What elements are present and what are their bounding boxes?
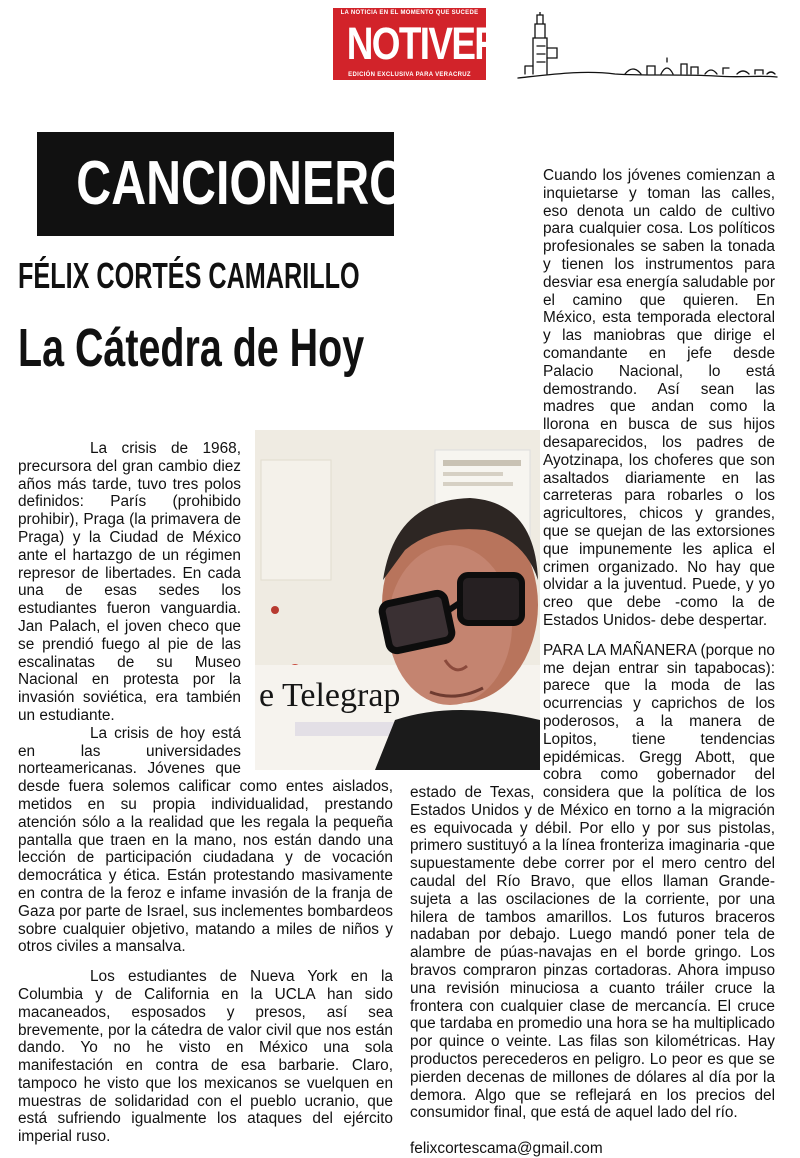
author-email: felixcortescama@gmail.com [410,1140,603,1158]
newspaper-masthead-text: e Telegrap [259,677,401,714]
author-name: FÉLIX CORTÉS CAMARILLO [18,255,360,296]
paragraph: Cuando los jóvenes comienzan a inquietarse y toman las calles, eso denota un caldo de cultivo para cualquier cosa. Los políticos profesionales se saben la tonada y tienen los instrumentos para desviar esa energía saludable por el camino que quieren. En México, esta temporada electoral y las maniobras que dirige el comandante en jefe desde Palacio Nacional, lo está demostrando. Así sean las madres que andan como la llorona en busca de sus hijos desaparecidos, los padres de Ayotzinapa, los choferes que son asaltados diariamente en las carreteras para robarles o los agricultores, chicos y grandes, que se quejan de las extorsiones que impunemente les aplica el crimen organizado. No hay que olvidar a la juventud. Puede, y yo creo que debe -como la de Estados Unidos- debe despertar. [543,167,775,629]
author-portrait-illustration [255,430,540,770]
paragraph: La crisis de hoy está en las universidades norteamericanas. Jóvenes que desde fuera solemos calificar como entes aislados, metidos en su propia individualidad, prestando atención sólo a la realidad que les regala la pequeña pantalla que traen en la mano, nos están dando una lección de participación ciudadana y de vocación democrática y ética. Están protestando masivamente en contra de la feroz e infame invasión de la franja de Gaza por parte de Israel, sus inclementes bombardeos sobre cualquier objetivo, matando a miles de niños y otros civiles a mansalva. [18,724,393,956]
logo-tagline: LA NOTICIA EN EL MOMENTO QUE SUCEDE [340,10,479,16]
paragraph: Los estudiantes de Nueva York en la Columbia y de California en la UCLA han sido macaneados, esposados y presos, así sea brevemente, por la cátedra de valor civil que nos están dando. Yo no he visto en México una sola manifestación en contra de esa barbarie. Claro, tampoco he visto que los mexicanos se vuelquen en muestras de solidaridad con el pueblo ucranio, que está sufriendo igualmente los ataques del ejército imperial ruso. [18,968,393,1146]
section-title: CANCIONERO [76,149,407,218]
notiver-logo [333,8,500,80]
harbor-sketch-illustration [515,12,780,90]
paragraph: PARA LA MAÑANERA (porque no me dejan entrar sin tapabocas): parece que la moda de las ocurrencias y caprichos de los poderosos, a la manera de Lopitos, tiene tendencias epidémicas. Gregg Abott, que cobra como gobernador del estado de Texas, considera que la política de los Estados Unidos y de México en torno a la migración es equivocada y débil. Por ello y por sus pistolas, primero sustituyó a la línea fronteriza imaginaria -que supuestamente debe correr por el mero centro del caudal del Río Bravo, que ellos llaman Grande- sujeta a las oscilaciones de la corriente, por una hilera de tambos amarillos. Los futuros braceros nadaban por debajo. Luego mandó poner tela de alambre de púas-navajas en el borde gringo. Los bravos compraron pinzas cortadoras. Ahora impuso una revisión minuciosa a cuanto tráiler cruce la frontera con cualquier clase de mercancía. El cruce que tardaba en promedio una hora se ha multiplicado por quince o veinte. Las filas son kilométricas. Hay productos perecederos en peligro. Lo peor es que se pierden decenas de millones de dólares al día por la demora. Algo que se reflejará en los precios del consumidor final, que está de aquel lado del río. [410,641,775,1122]
section-banner [37,132,407,236]
author-photo [255,430,540,770]
paragraph: La crisis de 1968, precursora del gran cambio diez años más tarde, tuvo tres polos definidos: París (prohibido prohibir), Praga (la primavera de Praga) y la Ciudad de México ante el hartazgo de un régimen represor de libertades. En cada una de esas sedes los estudiantes fueron vanguardia. Jan Palach, el joven checo que se prendió fuego al pie de las escalinatas de su Museo Nacional en protesta por la invasión soviética, era también un estudiante. [18,440,241,724]
article-headline: La Cátedra de Hoy [18,318,365,378]
logo-name: NOTIVER [346,18,500,69]
logo-subtitle: EDICIÓN EXCLUSIVA PARA VERACRUZ [348,72,471,78]
